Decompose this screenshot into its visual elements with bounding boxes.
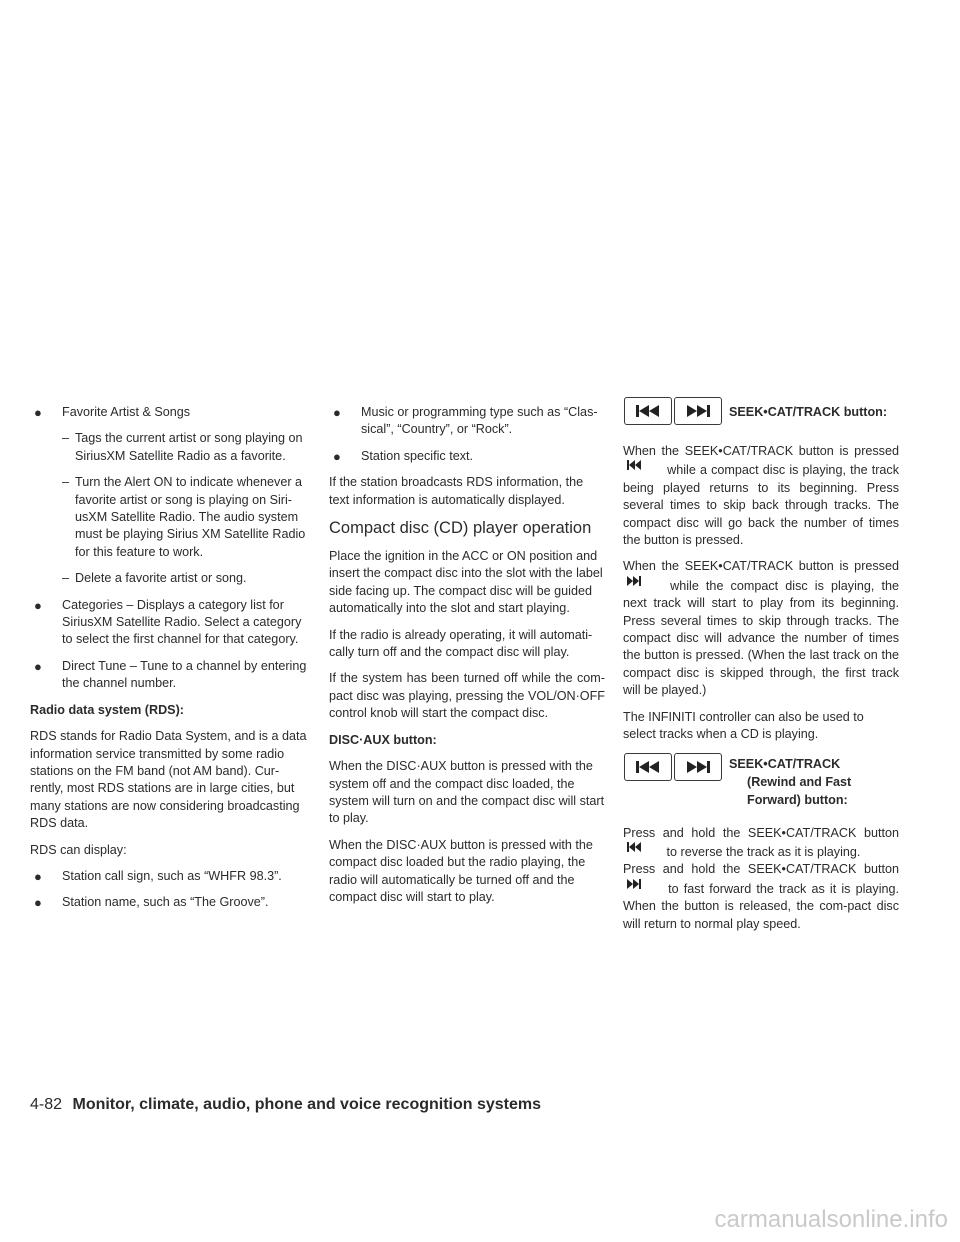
column-3 bbox=[623, 397, 899, 942]
skip-back-icon bbox=[634, 404, 662, 418]
list-item-text: Direct Tune – Tune to a channel by entering the channel number. bbox=[62, 658, 307, 691]
column-1 bbox=[30, 404, 310, 921]
column-2 bbox=[329, 404, 605, 915]
paragraph-text: while a compact disc is playing, the track being played returns to its beginning. Press several times to skip back through tracks. The compact disc will go back the number of times the button is pressed. bbox=[623, 463, 899, 548]
page-number: 4-82 bbox=[30, 1096, 63, 1113]
list-item-text: Music or programming type such as “Clas-sical”, “Country”, or “Rock”. bbox=[361, 405, 598, 437]
skip-back-icon bbox=[627, 460, 641, 470]
list-item-text: Categories – Displays a category list for SiriusXM Satellite Radio. Select a category to select the first channel for that category. bbox=[62, 597, 302, 647]
paragraph: If the system has been turned off while the com-pact disc was playing, pressing the VOL/ON·OFF control knob will start the compact disc. bbox=[329, 671, 605, 721]
sub-list-item bbox=[30, 570, 310, 587]
list-item bbox=[30, 868, 310, 885]
skip-forward-icon bbox=[627, 879, 641, 889]
rds-paragraph: RDS stands for Radio Data System, and is a data information service transmitted by some radio stations on the FM band (not AM band). Cur-rently, most RDS stations are in large cities, but many stations are now considering broadcasting RDS data. bbox=[30, 729, 307, 831]
list-item bbox=[30, 404, 310, 421]
skip-forward-icon bbox=[684, 760, 712, 774]
dash-marker: – bbox=[62, 431, 70, 446]
list-item bbox=[30, 658, 310, 693]
paragraph-text: to reverse the track as it is playing. bbox=[666, 844, 861, 859]
bullet-dot-icon: ● bbox=[333, 448, 341, 464]
bullet-dot-icon: ● bbox=[34, 597, 42, 613]
skip-forward-icon bbox=[627, 576, 641, 586]
watermark: carmanualsonline.info bbox=[714, 1206, 948, 1233]
skip-back-button-illustration bbox=[624, 753, 672, 781]
seek-hold-button-label bbox=[729, 755, 851, 809]
list-item bbox=[30, 597, 310, 649]
paragraph: When the DISC·AUX button is pressed with the system off and the compact disc loaded, the system will turn on and the compact disc will start to play. bbox=[329, 759, 605, 826]
seek-button-pair bbox=[624, 753, 724, 781]
paragraph: If the radio is already operating, it will automati-cally turn off and the compact disc will play. bbox=[329, 627, 593, 660]
rds-display-intro: RDS can display: bbox=[30, 842, 127, 857]
paragraph-text: to fast forward the track as it is playing. When the button is released, the com-pact disc will return to normal play speed. bbox=[623, 881, 900, 931]
label-line: SEEK•CAT/TRACK bbox=[729, 756, 841, 771]
skip-forward-icon bbox=[684, 404, 712, 418]
disc-aux-heading: DISC·AUX button: bbox=[329, 732, 437, 747]
paragraph: If the station broadcasts RDS information, the text information is automatically displayed. bbox=[329, 475, 584, 507]
sub-list-item-text: Turn the Alert ON to indicate whenever a favorite artist or song is playing on Siri-usXM Satellite Radio. The audio system must be playing Sirius XM Satellite Radio for this feature to work. bbox=[75, 475, 306, 559]
paragraph-text: Press and hold the SEEK•CAT/TRACK button bbox=[623, 862, 899, 877]
paragraph: Place the ignition in the ACC or ON position and insert the compact disc into the slot with the label side facing up. The compact disc will be guided automatically into the slot and start playing. bbox=[329, 549, 603, 616]
page-footer bbox=[30, 1096, 541, 1114]
list-item-text: Station name, such as “The Groove”. bbox=[62, 895, 269, 910]
section-title: Compact disc (CD) player operation bbox=[329, 519, 592, 538]
dash-marker: – bbox=[62, 571, 70, 586]
list-item-text: Station specific text. bbox=[361, 448, 473, 463]
label-line: (Rewind and Fast bbox=[747, 774, 852, 789]
list-item bbox=[30, 894, 310, 911]
skip-back-icon bbox=[634, 760, 662, 774]
skip-forward-button-illustration bbox=[674, 753, 722, 781]
sub-list-item bbox=[30, 430, 310, 465]
paragraph-text: Press and hold the SEEK•CAT/TRACK button bbox=[623, 825, 899, 840]
dash-marker: – bbox=[62, 475, 70, 490]
list-item bbox=[329, 404, 605, 439]
paragraph-text: When the SEEK•CAT/TRACK button is pressed bbox=[623, 559, 899, 574]
seek-button-label: SEEK•CAT/TRACK button: bbox=[729, 405, 888, 419]
paragraph bbox=[623, 861, 899, 933]
sub-list-item-text: Tags the current artist or song playing on SiriusXM Satellite Radio as a favorite. bbox=[75, 431, 303, 463]
bullet-dot-icon: ● bbox=[34, 868, 42, 884]
sub-list-item bbox=[30, 474, 310, 561]
label-line: Forward) button: bbox=[747, 792, 848, 807]
paragraph-text: while the compact disc is playing, the next track will start to play from its beginning. Press several times to skip through tracks. The compact disc will advance the number of times the button is pressed. (When the last track on the compact disc is skipped through, the first track will be played.) bbox=[623, 578, 900, 698]
paragraph bbox=[623, 825, 899, 862]
bullet-dot-icon: ● bbox=[34, 658, 42, 674]
bullet-dot-icon: ● bbox=[333, 405, 341, 420]
seek-button-pair bbox=[624, 397, 724, 425]
seek-hold-button-figure bbox=[623, 753, 899, 819]
bullet-dot-icon: ● bbox=[34, 405, 42, 420]
skip-back-icon bbox=[627, 842, 641, 852]
sub-list-item-text: Delete a favorite artist or song. bbox=[75, 571, 247, 586]
list-item-text: Favorite Artist & Songs bbox=[62, 405, 191, 419]
list-item bbox=[329, 448, 605, 465]
paragraph: When the DISC·AUX button is pressed with the compact disc loaded but the radio playing, the radio will automatically be turned off and the compact disc will start to play. bbox=[329, 837, 593, 904]
chapter-title: Monitor, climate, audio, phone and voice recognition systems bbox=[72, 1096, 542, 1113]
paragraph: The INFINITI controller can also be used to select tracks when a CD is playing. bbox=[623, 709, 864, 742]
bullet-dot-icon: ● bbox=[34, 895, 42, 911]
paragraph bbox=[623, 443, 899, 549]
list-item-text: Station call sign, such as “WHFR 98.3”. bbox=[62, 868, 282, 883]
paragraph bbox=[623, 558, 899, 699]
paragraph-text: When the SEEK•CAT/TRACK button is pressed bbox=[623, 444, 899, 458]
skip-forward-button-illustration bbox=[674, 397, 722, 425]
rds-heading: Radio data system (RDS): bbox=[30, 702, 184, 717]
skip-back-button-illustration bbox=[624, 397, 672, 425]
seek-button-figure bbox=[623, 397, 899, 437]
